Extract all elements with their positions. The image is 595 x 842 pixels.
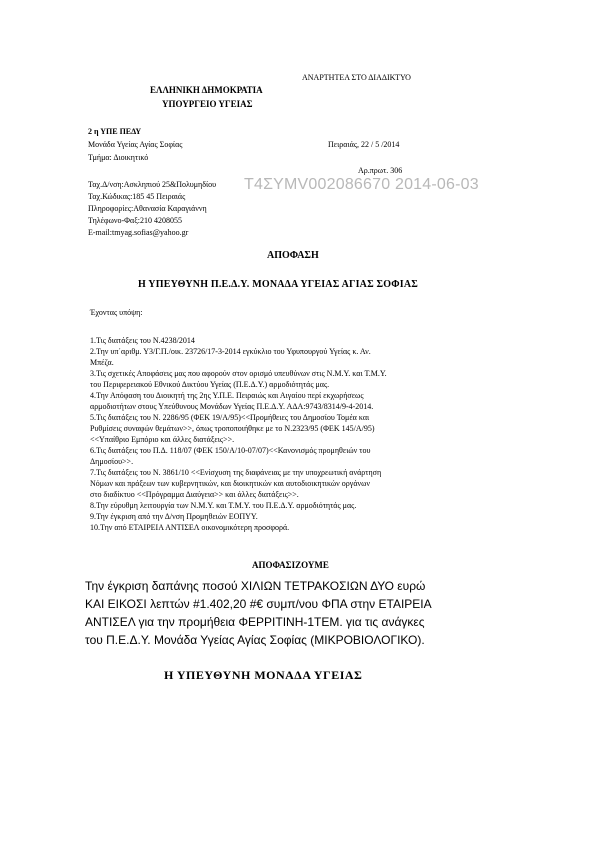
list-item: Δημοσίου>>. [90,457,134,466]
document-subtitle: Η ΥΠΕΥΘΥΝΗ Π.Ε.Δ.Υ. ΜΟΝΑΔΑ ΥΓΕΙΑΣ ΑΓΙΑΣ ΣΟΦΙΑΣ [138,279,418,290]
list-item: Μπέζα. [90,358,114,367]
list-item: 10.Την από ΕΤΑΙΡΕΙΑ ΑΝΤΙΣΕΛ οικονομικότερη προσφορά. [90,523,290,532]
list-item: <<Υπαίθριο Εμπόριο και άλλες διατάξεις>>. [90,435,235,444]
list-item: 6.Τις διατάξεις του Π.Δ. 118/07 (ΦΕΚ 150/Α/10-07/07)<<Κανονισμός προμηθειών του [90,446,371,455]
authority-label: 2 η ΥΠΕ ΠΕΔΥ [88,127,142,136]
list-item: 3.Τις σχετικές Αποφάσεις μας που αφορούν στον ορισμό υπευθύνων στις Ν.Μ.Υ. και Τ.Μ.Υ. [90,369,387,378]
info-line: Πληροφορίες:Αθανασία Καραγιάννη [88,204,207,213]
decision-line: ΑΝΤΙΣΕΛ για την προμήθεια ΦΕΡΡΙΤΙΝΗ-1ΤΕΜ. για τις ανάγκες [85,615,425,629]
protocol-number: Αρ.πρωτ. 306 [358,166,403,175]
list-item: Ρυθμίσεις συναφών θεμάτων>>, όπως τροποποιήθηκε με το Ν.2323/95 (ΦΕΚ 145/Α/95) [90,424,375,433]
list-item: 9.Την έγκριση από την Δ/νση Προμηθειών ΕΟΠΥΥ. [90,512,258,521]
phone-fax-line: Τηλέφωνο-Φαξ:210 4208055 [88,216,183,225]
decision-paragraph [85,577,510,649]
considering-intro: Έχοντας υπόψη: [90,308,143,317]
decision-line: Την έγκριση δαπάνης ποσού ΧΙΛΙΩΝ ΤΕΤΡΑΚΟΣΙΩΝ ΔΥΟ ευρώ [85,579,426,593]
publish-note: ΑΝΑΡΤΗΤΕΑ ΣΤΟ ΔΙΑΔΙΚΤΥΟ [302,73,411,82]
decide-heading: ΑΠΟΦΑΣΙΖΟΥΜΕ [252,560,329,570]
unit-name: Μονάδα Υγείας Αγίας Σοφίας [88,140,183,149]
decision-line: ΚΑΙ ΕΙΚΟΣΙ λεπτών #1.402,20 #€ συμπ/νου ΦΠΑ στην ΕΤΑΙΡΕΙΑ [85,597,432,611]
republic-heading: ΕΛΛΗΝΙΚΗ ΔΗΜΟΚΡΑΤΙΑ [150,85,263,95]
considerations-list [90,335,502,533]
ministry-heading: ΥΠΟΥΡΓΕΙΟ ΥΓΕΙΑΣ [162,99,253,109]
document-title: ΑΠΟΦΑΣΗ [267,250,319,261]
email-link[interactable]: E-mail:tmyag.sofias@yahoo.gr [88,228,189,237]
list-item: 7.Τις διατάξεις του Ν. 3861/10 <<Ενίσχυση της διαφάνειας με την υποχρεωτική ανάρτηση [90,468,382,477]
list-item: Νόμων και πράξεων των κυβερνητικών, και διοικητικών και αυτοδιοικητικών οργάνων [90,479,371,488]
list-item: 1.Τις διατάξεις του Ν.4238/2014 [90,336,195,345]
list-item: 8.Την εύρυθμη λειτουργία των Ν.Μ.Υ. και Τ.Μ.Υ. του Π.Ε.Δ.Υ. αρμοδιότητάς μας. [90,501,357,510]
list-item: 4.Την Απόφαση του Διοικητή της 2ης Υ.Π.Ε. Πειραιώς και Αιγαίου περί εκχωρήσεως [90,391,364,400]
department-label: Τμήμα: Διοικητικό [88,153,149,162]
list-item: αρμοδιοτήτων στους Υπεύθυνους Μονάδων Υγείας Π.Ε.Δ.Υ. ΑΔΑ:9743/8314/9-4-2014. [90,402,374,411]
list-item: στο διαδίκτυο <<Πρόγραμμα Διαύγεια>> και άλλες διατάξεις>>. [90,490,299,499]
list-item: του Περιφερειακού Εθνικού Δικτύου Υγείας (Π.Ε.Δ.Υ.) αρμοδιότητάς μας. [90,380,330,389]
place-date: Πειραιάς, 22 / 5 /2014 [328,140,400,149]
decision-line: του Π.Ε.Δ.Υ. Μονάδα Υγείας Αγίας Σοφίας (ΜΙΚΡΟΒΙΟΛΟΓΙΚΟ). [85,633,425,647]
postal-code-line: Ταχ.Κώδικας:185 45 Πειραιάς [88,192,186,201]
address-line: Ταχ.Δ/νση:Ασκληπιού 25&Πολυμηδίου [88,180,217,189]
list-item: 2.Την υπ΄αριθμ. Υ3/Γ.Π./οικ. 23726/17-3-2014 εγκύκλιο του Υφυπουργού Υγείας κ. Αν. [90,347,371,356]
watermark-stamp: Τ4ΣΥΜV002086670 2014-06-03 [244,176,479,193]
signature-line: Η ΥΠΕΥΘΥΝΗ ΜΟΝΑΔΑ ΥΓΕΙΑΣ [164,668,363,682]
list-item: 5.Τις διατάξεις του Ν. 2286/95 (ΦΕΚ 19/Α/95)<<Προμήθειες του Δημοσίου Τομέα και [90,413,370,422]
